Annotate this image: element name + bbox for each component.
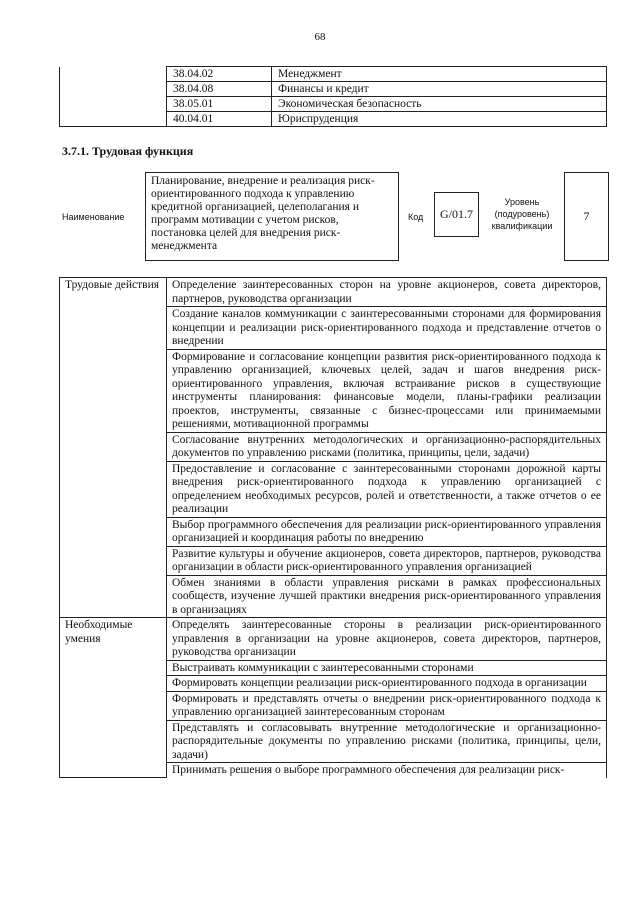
labor-action-item: Обмен знаниями в области управления рисками в рамках профессиональных сообществ, изучение лучшей практики внедрения риск-ориентированного управления в организациях: [167, 575, 607, 618]
specialty-cell: Финансы и кредит: [272, 82, 607, 97]
labor-action-item: Определение заинтересованных сторон на уровне акционеров, совета директоров, партнеров, руководства организации: [167, 278, 607, 307]
table-row: [60, 112, 607, 127]
qualification-level: 7: [564, 172, 609, 261]
table-row: [60, 67, 607, 82]
skill-item: Представлять и согласовывать внутренние методологические и организационно-распорядительные документы по управлению рисками (политика, принципы, цели, задачи): [167, 720, 607, 763]
table-row: [60, 278, 607, 307]
function-table: [59, 277, 607, 778]
section-title: 3.7.1. Трудовая функция: [62, 144, 194, 158]
labor-action-item: Формирование и согласование концепции развития риск-ориентированного подхода к управлению организацией, ключевых целей, задач и шагов внедрения риск-ориентированного управления, включая встраивание рисков в существующие инструменты планирования: финансовые модели, планы-графики реализации проектов, инструменты, связанные с бизнес-процессами или принимаемыми решениями, мотивационной программы: [167, 349, 607, 432]
specialty-cell: Экономическая безопасность: [272, 97, 607, 112]
labor-actions-label: Трудовые действия: [60, 278, 167, 618]
code-cell: 38.04.02: [167, 67, 272, 82]
specialty-cell: Юриспруденция: [272, 112, 607, 127]
table-row: [60, 618, 607, 661]
labor-action-item: Создание каналов коммуникации с заинтересованными сторонами для формирования концепции и реализации риск-ориентированного подхода и представление отчетов о внедрении: [167, 307, 607, 350]
name-label: Наименование: [62, 212, 125, 222]
table-row: [60, 82, 607, 97]
code-cell: 40.04.01: [167, 112, 272, 127]
labor-action-item: Предоставление и согласование с заинтересованными сторонами дорожной карты внедрения риск-ориентированного подхода к управлению организацией с определением необходимых ресурсов, ролей и ответственности, а также отчетов о ее реализации: [167, 461, 607, 517]
skill-item: Принимать решения о выборе программного обеспечения для реализации риск-: [167, 763, 607, 778]
page-number: 68: [314, 31, 326, 43]
labor-action-item: Развитие культуры и обучение акционеров, совета директоров, партнеров, руководства организации в области риск-ориентированного управления организацией: [167, 546, 607, 575]
table-row: [60, 97, 607, 112]
labor-action-item: Согласование внутренних методологических и организационно-распорядительных документов по управлению рисками (политика, принципы, цели, задачи): [167, 432, 607, 461]
skill-item: Выстраивать коммуникации с заинтересованными сторонами: [167, 660, 607, 676]
function-name: Планирование, внедрение и реализация риск-ориентированного подхода к управлению кредитной организацией, целеполагания и программ мотивации с учетом рисков, постановка целей для внедрения риск-менеджмента: [145, 172, 399, 261]
specialty-cell: Менеджмент: [272, 67, 607, 82]
code-label: Код: [408, 212, 424, 222]
skill-item: Формировать концепции реализации риск-ориентированного подхода в организации: [167, 676, 607, 692]
codes-table: [59, 66, 607, 127]
level-label: Уровень (подуровень) квалификации: [491, 197, 553, 231]
code-cell: 38.05.01: [167, 97, 272, 112]
code-cell: 38.04.08: [167, 82, 272, 97]
skills-label: Необходимые умения: [60, 618, 167, 778]
skill-item: Формировать и представлять отчеты о внедрении риск-ориентированного подхода к управлению организацией заинтересованным сторонам: [167, 691, 607, 720]
function-code: G/01.7: [434, 192, 479, 237]
labor-action-item: Выбор программного обеспечения для реализации риск-ориентированного управления организацией и координация работы по внедрению: [167, 517, 607, 546]
skill-item: Определять заинтересованные стороны в реализации риск-ориентированного управления в организации на уровне акционеров, совета директоров, партнеров, руководства организации: [167, 618, 607, 661]
